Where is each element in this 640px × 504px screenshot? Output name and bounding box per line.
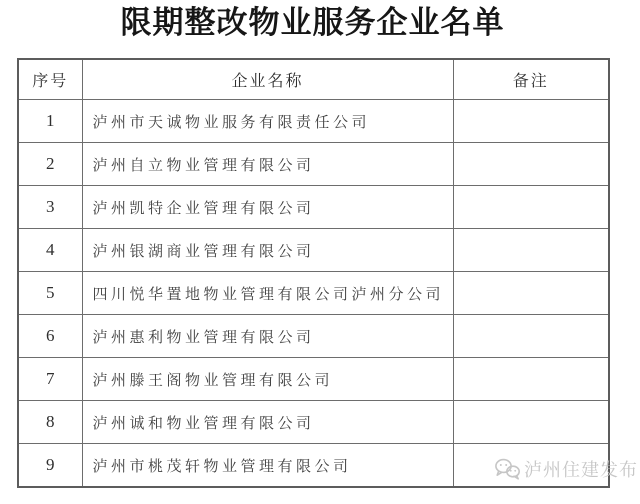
table-row	[18, 272, 609, 315]
wechat-icon	[494, 458, 521, 481]
remark-cell	[453, 272, 609, 315]
remark-cell	[453, 358, 609, 401]
company-name: 四川悦华置地物业管理有限公司泸州分公司	[82, 272, 453, 315]
table-row	[18, 401, 609, 444]
remark-cell	[453, 229, 609, 272]
row-index: 7	[18, 358, 82, 401]
row-index: 3	[18, 186, 82, 229]
company-name: 泸州惠利物业管理有限公司	[82, 315, 453, 358]
header-index: 序号	[18, 59, 82, 100]
company-name: 泸州自立物业管理有限公司	[82, 143, 453, 186]
table-row	[18, 315, 609, 358]
row-index: 1	[18, 100, 82, 143]
rectification-companies-table	[17, 58, 610, 488]
row-index: 6	[18, 315, 82, 358]
company-name: 泸州诚和物业管理有限公司	[82, 401, 453, 444]
remark-cell	[453, 100, 609, 143]
row-index: 2	[18, 143, 82, 186]
table-header-row	[18, 59, 609, 100]
watermark-text: 泸州住建发布	[524, 460, 638, 480]
table-row	[18, 100, 609, 143]
company-name: 泸州银湖商业管理有限公司	[82, 229, 453, 272]
header-company-name: 企业名称	[82, 59, 453, 100]
row-index: 4	[18, 229, 82, 272]
row-index: 5	[18, 272, 82, 315]
company-name: 泸州市天诚物业服务有限责任公司	[82, 100, 453, 143]
remark-cell	[453, 401, 609, 444]
publisher-watermark	[494, 456, 638, 482]
table-row	[18, 229, 609, 272]
company-name: 泸州市桃茂轩物业管理有限公司	[82, 444, 453, 488]
company-name: 泸州凯特企业管理有限公司	[82, 186, 453, 229]
remark-cell	[453, 143, 609, 186]
company-name: 泸州滕王阁物业管理有限公司	[82, 358, 453, 401]
row-index: 8	[18, 401, 82, 444]
table-row	[18, 186, 609, 229]
remark-cell	[453, 186, 609, 229]
table-row	[18, 358, 609, 401]
table-row	[18, 143, 609, 186]
row-index: 9	[18, 444, 82, 488]
document-title: 限期整改物业服务企业名单	[120, 5, 505, 40]
header-remark: 备注	[453, 59, 609, 100]
remark-cell	[453, 315, 609, 358]
